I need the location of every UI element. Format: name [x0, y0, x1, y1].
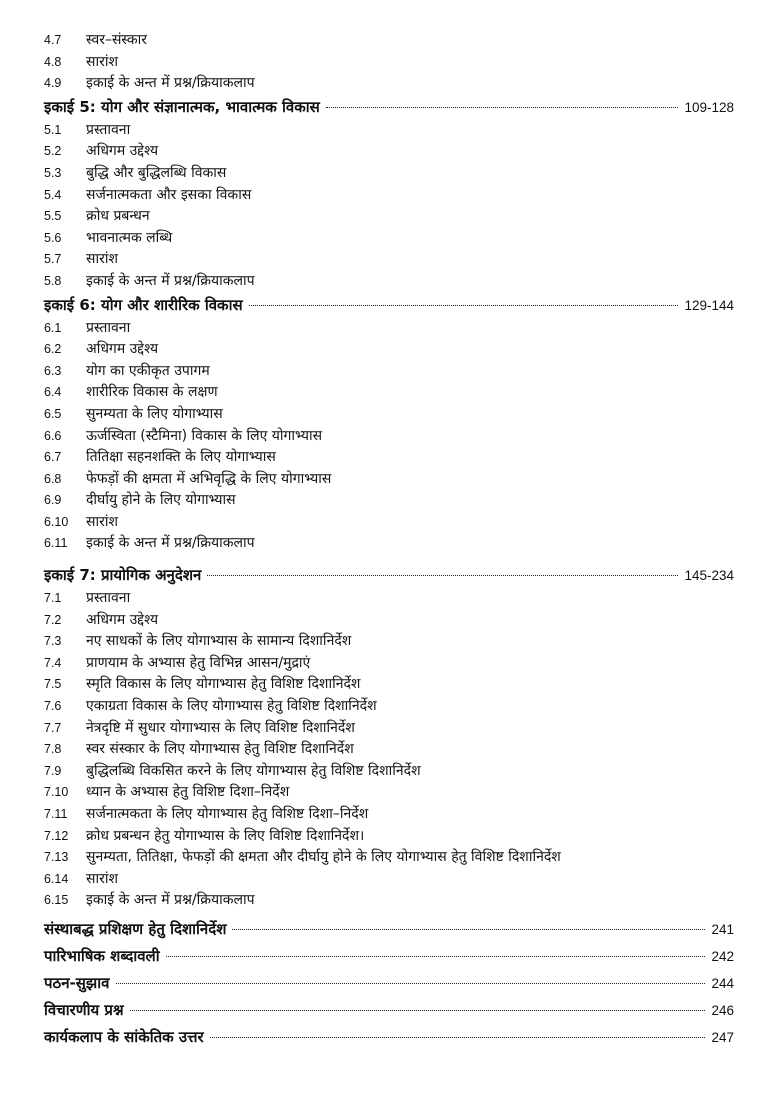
dot-leader: [326, 107, 679, 108]
section-title: विचारणीय प्रश्न: [44, 1000, 124, 1019]
toc-item[interactable]: [44, 674, 734, 696]
unit6-heading[interactable]: [44, 293, 734, 318]
end-section-entry[interactable]: [44, 943, 734, 970]
item-number: 6.2: [44, 342, 62, 357]
item-number: 4.9: [44, 76, 62, 91]
toc-item[interactable]: [44, 426, 734, 448]
end-section-entry[interactable]: [44, 970, 734, 997]
unit7-items: [44, 588, 734, 912]
toc-item[interactable]: [44, 447, 734, 469]
item-number: 7.3: [44, 634, 62, 649]
unit-pages: 145-234: [684, 568, 734, 584]
item-number: 4.7: [44, 33, 62, 47]
item-number: 6.6: [44, 428, 62, 443]
toc-item[interactable]: [44, 490, 734, 512]
item-number: 5.4: [44, 187, 62, 202]
item-title: अधिगम उद्देश्य: [86, 341, 159, 358]
item-number: 7.11: [44, 807, 68, 821]
toc-item[interactable]: [44, 739, 734, 761]
unit-pages: 109-128: [684, 99, 734, 115]
dot-leader: [130, 1010, 706, 1011]
unit4-items: [44, 30, 734, 95]
item-title: सुनम्यता, तितिक्षा, फेफड़ों की क्षमता और दीर्घायु होने के लिए योगाभ्यास हेतु विशिष्ट दिशानिर्देश: [86, 849, 561, 866]
item-number: 6.1: [44, 320, 62, 335]
toc-item[interactable]: [44, 249, 734, 271]
item-title: स्मृति विकास के लिए योगाभ्यास हेतु विशिष्ट दिशानिर्देश: [86, 676, 361, 693]
unit-title: इकाई 6: योग और शारीरिक विकास: [44, 295, 243, 314]
item-number: 7.2: [44, 612, 62, 627]
toc-item[interactable]: [44, 653, 734, 675]
end-section-entry[interactable]: [44, 916, 734, 943]
unit6-items: [44, 318, 734, 556]
item-title: ऊर्जस्विता (स्टैमिना) विकास के लिए योगाभ्यास: [86, 427, 323, 444]
toc-item[interactable]: [44, 271, 734, 293]
item-number: 7.9: [44, 763, 62, 778]
item-title: बुद्धिलब्धि विकसित करने के लिए योगाभ्यास हेतु विशिष्ट दिशानिर्देश: [86, 762, 421, 779]
dot-leader: [116, 983, 706, 984]
dot-leader: [166, 956, 706, 957]
item-title: स्वर संस्कार के लिए योगाभ्यास हेतु विशिष्ट दिशानिर्देश: [86, 741, 354, 758]
item-title: शारीरिक विकास के लक्षण: [86, 384, 218, 401]
item-title: इकाई के अन्त में प्रश्न/क्रियाकलाप: [86, 535, 255, 552]
toc-item[interactable]: [44, 533, 734, 555]
item-number: 7.7: [44, 720, 62, 735]
item-title: सुनम्यता के लिए योगाभ्यास: [86, 405, 223, 422]
toc-item[interactable]: [44, 163, 734, 185]
spacer: [44, 555, 734, 563]
toc-item[interactable]: [44, 512, 734, 534]
toc-item[interactable]: [44, 890, 734, 912]
toc-item[interactable]: [44, 847, 734, 869]
item-title: सारांश: [86, 251, 118, 268]
table-of-contents: [44, 30, 734, 1051]
unit5-items: [44, 120, 734, 293]
section-page: 242: [711, 948, 734, 964]
item-title: ध्यान के अभ्यास हेतु विशिष्ट दिशा–निर्देश: [86, 784, 290, 801]
toc-item[interactable]: [44, 228, 734, 250]
section-page: 244: [711, 975, 734, 991]
dot-leader: [207, 575, 678, 576]
toc-item[interactable]: [44, 869, 734, 891]
item-title: इकाई के अन्त में प्रश्न/क्रियाकलाप: [86, 272, 255, 289]
end-section-entry[interactable]: [44, 1024, 734, 1051]
toc-item[interactable]: [44, 631, 734, 653]
toc-item[interactable]: [44, 826, 734, 848]
item-number: 5.1: [44, 122, 62, 137]
item-number: 7.6: [44, 699, 62, 714]
item-title: तितिक्षा सहनशक्ति के लिए योगाभ्यास: [86, 449, 276, 466]
unit-title: इकाई 5: योग और संज्ञानात्मक, भावात्मक विकास: [44, 97, 320, 116]
toc-item[interactable]: [44, 318, 734, 340]
item-title: स्वर–संस्कार: [86, 32, 147, 48]
item-title: योग का एकीकृत उपागम: [86, 362, 210, 379]
item-title: नए साधकों के लिए योगाभ्यास के सामान्य दिशानिर्देश: [86, 633, 352, 650]
item-title: नेत्रदृष्टि में सुधार योगाभ्यास के लिए विशिष्ट दिशानिर्देश: [86, 719, 355, 736]
item-title: सारांश: [86, 513, 118, 530]
toc-item[interactable]: [44, 404, 734, 426]
end-section-entry[interactable]: [44, 997, 734, 1024]
item-title: इकाई के अन्त में प्रश्न/क्रियाकलाप: [86, 75, 255, 92]
item-number: 6.15: [44, 893, 69, 908]
section-page: 241: [711, 921, 734, 937]
dot-leader: [210, 1037, 706, 1038]
item-number: 5.3: [44, 165, 62, 180]
item-number: 5.2: [44, 144, 62, 159]
item-title: फेफड़ों की क्षमता में अभिवृद्धि के लिए योगाभ्यास: [86, 470, 332, 487]
toc-item[interactable]: [44, 610, 734, 632]
item-title: दीर्घायु होने के लिए योगाभ्यास: [86, 492, 236, 509]
item-number: 6.7: [44, 450, 62, 465]
section-title: पारिभाषिक शब्दावली: [44, 946, 160, 965]
toc-item[interactable]: [44, 120, 734, 142]
item-title: सारांश: [86, 870, 118, 887]
item-title: अधिगम उद्देश्य: [86, 143, 159, 160]
item-title: प्राणयाम के अभ्यास हेतु विभिन्न आसन/मुद्राएं: [86, 654, 311, 671]
item-title: प्रस्तावना: [86, 319, 131, 336]
item-number: 7.8: [44, 742, 62, 757]
toc-item[interactable]: [44, 339, 734, 361]
item-number: 7.1: [44, 591, 62, 606]
item-title: सारांश: [86, 53, 118, 70]
item-number: 5.7: [44, 252, 62, 267]
section-page: 247: [711, 1029, 734, 1045]
item-number: 7.4: [44, 655, 62, 670]
unit7-heading[interactable]: [44, 563, 734, 588]
item-title: सर्जनात्मकता और इसका विकास: [86, 186, 252, 203]
section-title: संस्थाबद्ध प्रशिक्षण हेतु दिशानिर्देश: [44, 919, 227, 938]
item-number: 7.12: [44, 828, 69, 843]
toc-item[interactable]: [44, 361, 734, 383]
item-title: अधिगम उद्देश्य: [86, 611, 159, 628]
item-number: 7.13: [44, 850, 69, 865]
item-number: 6.11: [44, 536, 68, 551]
item-number: 6.9: [44, 493, 62, 508]
toc-item[interactable]: [44, 469, 734, 491]
item-title: प्रस्तावना: [86, 590, 131, 607]
toc-item[interactable]: [44, 588, 734, 610]
toc-item[interactable]: [44, 185, 734, 207]
toc-item[interactable]: [44, 761, 734, 783]
toc-item[interactable]: [44, 52, 734, 74]
toc-item[interactable]: [44, 30, 734, 52]
toc-item[interactable]: [44, 718, 734, 740]
item-title: क्रोध प्रबन्धन हेतु योगाभ्यास के लिए विशिष्ट दिशानिर्देश।: [86, 827, 365, 844]
toc-item[interactable]: [44, 141, 734, 163]
item-number: 6.5: [44, 406, 62, 421]
toc-item[interactable]: [44, 782, 734, 804]
item-title: सर्जनात्मकता के लिए योगाभ्यास हेतु विशिष्ट दिशा–निर्देश: [86, 806, 369, 822]
item-number: 4.8: [44, 54, 62, 69]
toc-item[interactable]: [44, 206, 734, 228]
dot-leader: [232, 929, 705, 930]
toc-item[interactable]: [44, 382, 734, 404]
item-number: 6.14: [44, 871, 69, 886]
unit5-heading[interactable]: [44, 95, 734, 120]
toc-item[interactable]: [44, 696, 734, 718]
section-page: 246: [711, 1002, 734, 1018]
item-number: 6.8: [44, 471, 62, 486]
section-title: कार्यकलाप के सांकेतिक उत्तर: [44, 1027, 204, 1046]
item-number: 5.6: [44, 230, 62, 245]
item-number: 6.10: [44, 514, 69, 529]
item-number: 7.10: [44, 785, 69, 800]
item-number: 6.4: [44, 385, 62, 400]
unit-title: इकाई 7: प्रायोगिक अनुदेशन: [44, 566, 202, 585]
item-number: 7.5: [44, 677, 62, 692]
item-title: इकाई के अन्त में प्रश्न/क्रियाकलाप: [86, 892, 255, 909]
item-title: बुद्धि और बुद्धिलब्धि विकास: [86, 164, 227, 181]
item-title: प्रस्तावना: [86, 121, 131, 138]
item-title: क्रोध प्रबन्धन: [86, 208, 150, 225]
item-title: भावनात्मक लब्धि: [86, 229, 173, 246]
item-number: 6.3: [44, 363, 62, 378]
section-title: पठन-सुझाव: [44, 973, 110, 992]
item-number: 5.5: [44, 209, 62, 224]
item-title: एकाग्रता विकास के लिए योगाभ्यास हेतु विशिष्ट दिशानिर्देश: [86, 698, 377, 715]
unit-pages: 129-144: [684, 297, 734, 313]
end-sections: [44, 916, 734, 1051]
dot-leader: [249, 305, 679, 306]
toc-item[interactable]: [44, 804, 734, 826]
item-number: 5.8: [44, 273, 62, 288]
toc-item[interactable]: [44, 73, 734, 95]
